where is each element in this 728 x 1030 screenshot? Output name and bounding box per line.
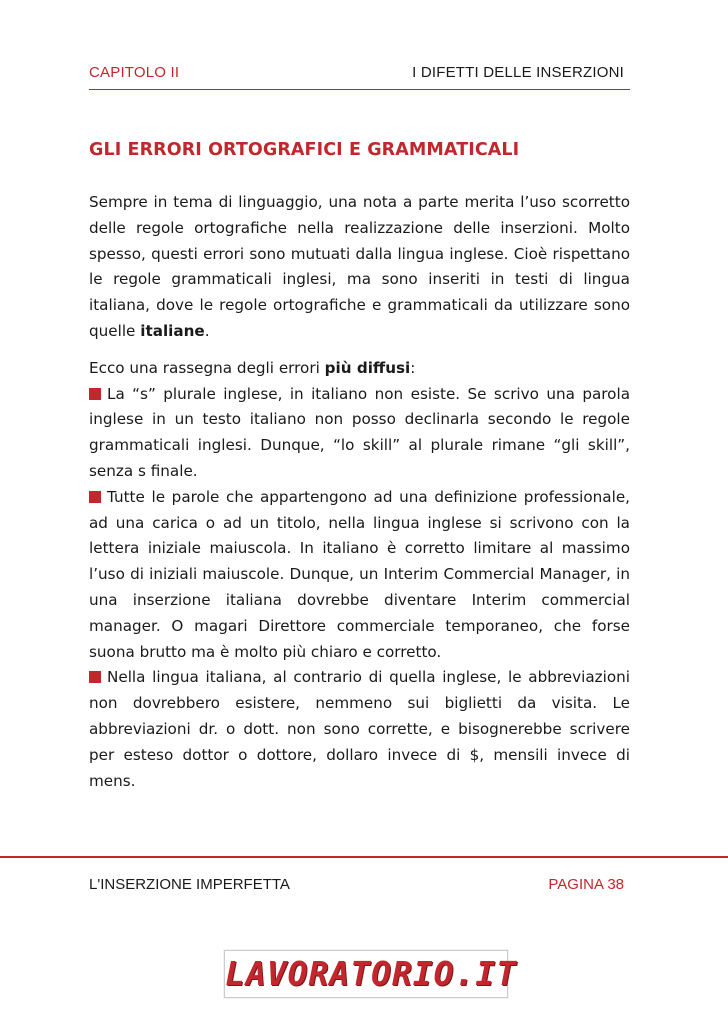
square-bullet-icon xyxy=(89,491,101,503)
emphasis-text: più diffusi xyxy=(324,358,411,377)
header-rule xyxy=(89,89,630,90)
section-title: GLI ERRORI ORTOGRAFICI E GRAMMATICALI xyxy=(89,140,520,160)
running-header xyxy=(89,62,630,88)
list-item-text: La “s” plurale inglese, in italiano non esiste. Se scrivo una parola inglese in un testo italiano non posso declinarla secondo le regole grammaticali inglesi. Dunque, “lo skill” al plurale rimane “gli skill”, senza s finale. xyxy=(89,384,630,480)
lavoratorio-logo xyxy=(224,950,518,998)
list-item xyxy=(89,485,630,666)
list-item xyxy=(89,382,630,485)
list-intro xyxy=(89,356,630,382)
intro-tail: : xyxy=(410,358,416,377)
emphasis-text: italiane xyxy=(140,321,205,340)
paragraph-tail: . xyxy=(204,321,210,340)
body-text xyxy=(89,190,630,794)
logo-text: LAVORATORIO.IT xyxy=(225,954,518,993)
intro-text: Ecco una rassegna degli errori xyxy=(89,358,325,377)
paragraph xyxy=(89,190,630,345)
square-bullet-icon xyxy=(89,671,101,683)
list-item-text: Nella lingua italiana, al contrario di quella inglese, le abbreviazioni non dovrebbero esistere, nemmeno sui biglietti da visita. Le abbreviazioni dr. o dott. non sono corrette, e bisognerebbe scrivere per esteso dottor o dottore, dollaro invece di $, mensili invece di mens. xyxy=(89,668,630,790)
list-item-text: Tutte le parole che appartengono ad una definizione professionale, ad una carica o ad un titolo, nella lingua inglese si scrivono con la lettera iniziale maiuscola. In italiano è corretto limitare al massimo l’uso di iniziali maiuscole. Dunque, un Interim Commercial Manager, in una inserzione italiana dovrebbe diventare Interim commercial manager. O magari Direttore commerciale temporaneo, che forse suona brutto ma è molto più chiaro e corretto. xyxy=(89,487,630,661)
chapter-title: I DIFETTI DELLE INSERZIONI xyxy=(412,64,624,81)
page-number: PAGINA 38 xyxy=(548,876,624,893)
list-item xyxy=(89,665,630,794)
square-bullet-icon xyxy=(89,388,101,400)
paragraph-text: Sempre in tema di linguaggio, una nota a parte merita l’uso scorretto delle regole ortografiche nella realizzazione delle inserzioni. Molto spesso, questi errori sono mutuati dalla lingua inglese. Cioè rispettano le regole grammaticali inglesi, ma sono inseriti in testi di lingua italiana, dove le regole ortografiche e grammaticali da utilizzare sono quelle xyxy=(89,193,630,340)
chapter-label: CAPITOLO II xyxy=(89,64,180,81)
book-title: L'INSERZIONE IMPERFETTA xyxy=(89,876,290,893)
footer-rule xyxy=(0,856,728,858)
